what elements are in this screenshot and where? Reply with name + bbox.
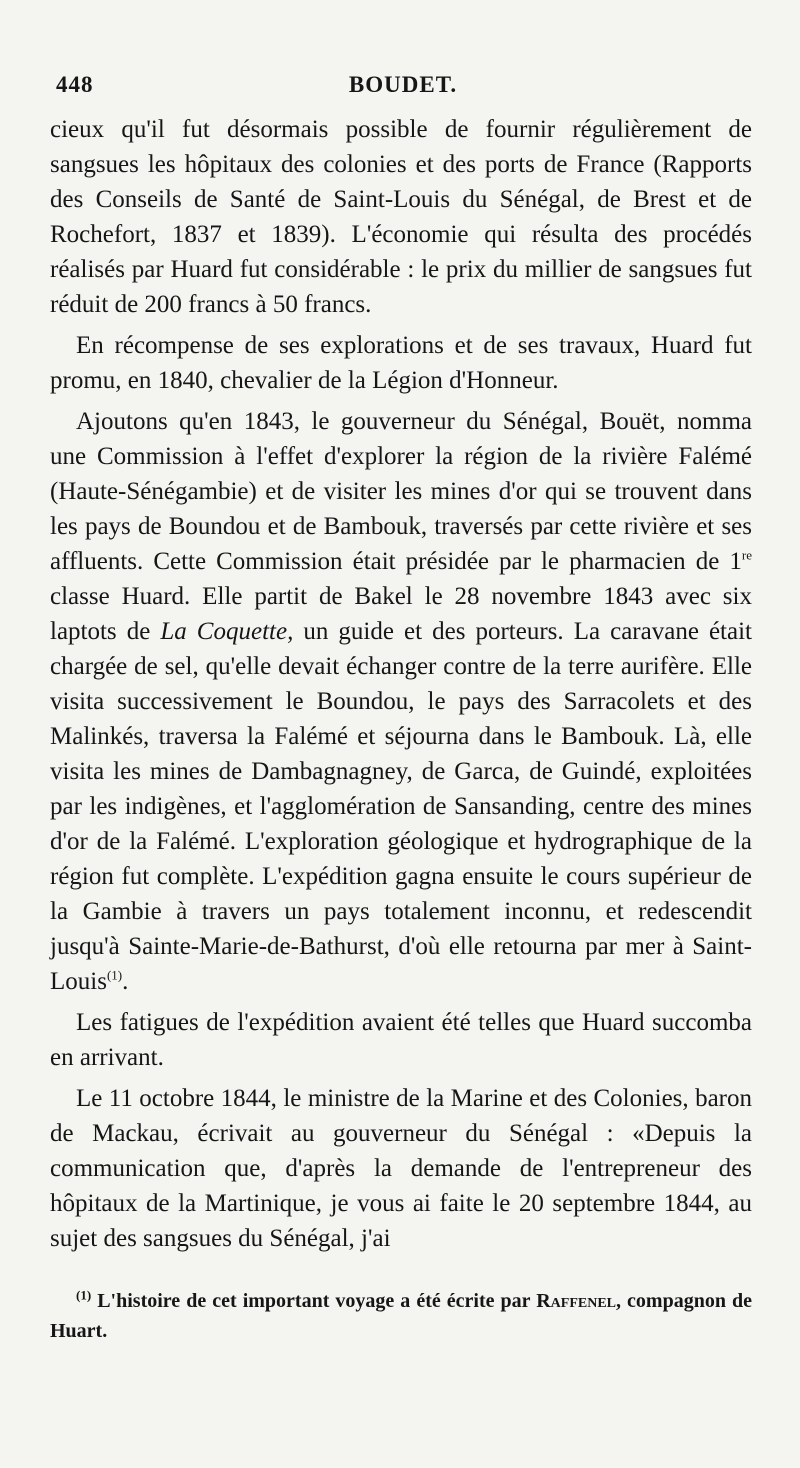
page-header [56, 72, 750, 102]
footnote-author: Raffenel [536, 1290, 617, 1312]
footnote-text-a: L'histoire de cet important voyage a été écrite par [91, 1290, 537, 1312]
paragraph-3-text-b: classe Huard. Elle partit de Bakel le 28 novembre 1843 avec six laptots de [50, 583, 752, 645]
footnote [50, 1286, 752, 1346]
paragraph-3-text-c: un guide et des porteurs. La caravane était chargée de sel, qu'elle devait échanger contre de la terre aurifère. Elle visita successivement le Boundou, le pays des Sarracolets et des Malinkés, traversa la Falémé et séjourna dans le Bambouk. Là, elle visita les mines de Dambagnagney, de Garca, de Guindé, exploitées par les indigènes, et l'agglomération de Sansanding, centre des mines d'or de la Falémé. L'exploration géologique et hydrographique de la région fut complète. L'expédition gagna ensuite le cours supérieur de la Gambie à travers un pays totalement inconnu, et redescendit jusqu'à Sainte-Marie-de-Bathurst, d'où elle retourna par mer à Saint-Louis [50, 618, 752, 995]
paragraph-3-text-a: Ajoutons qu'en 1843, le gouverneur du Sénégal, Bouët, nomma une Commission à l'effet d'explorer la région de la rivière Falémé (Haute-Sénégambie) et de visiter les mines d'or qui se trouvent dans les pays de Boundou et de Bambouk, traversés par cette rivière et ses affluents. Cette Commission était présidée par le pharmacien de 1 [50, 408, 752, 575]
paragraph-3 [50, 404, 752, 999]
paragraph-4: Les fatigues de l'expédition avaient été telles que Huard succomba en arrivant. [50, 1009, 752, 1071]
paragraph-3-end: . [122, 968, 129, 995]
footnote-text-b: , compagnon de Huart. [50, 1290, 752, 1342]
body-text [50, 112, 752, 1262]
paragraph-1: cieux qu'il fut désormais possible de fournir régulièrement de sangsues les hôpitaux des colonies et des ports de France (Rapports des Conseils de Santé de Saint-Louis du Sénégal, de Brest et de Rochefort, 1837 et 1839). L'économie qui résulta des procédés réalisés par Huard fut considérable : le prix du millier de sangsues fut réduit de 200 francs à 50 francs. [50, 116, 752, 318]
footnote-reference: (1) [106, 967, 123, 983]
footnote-marker: (1) [76, 1287, 92, 1303]
running-head: BOUDET. [348, 72, 458, 97]
paragraph-5: Le 11 octobre 1844, le ministre de la Marine et des Colonies, baron de Mackau, écrivait au gouverneur du Sénégal : «Depuis la communication que, d'après la demande de l'entrepreneur des hôpitaux de la Martinique, je vous ai faite le 20 septembre 1844, au sujet des sangsues du Sénégal, j'ai [50, 1085, 752, 1252]
ordinal-superscript: re [741, 547, 752, 563]
page-number: 448 [56, 72, 94, 97]
paragraph-2: En récompense de ses explorations et de ses travaux, Huard fut promu, en 1840, chevalier de la Légion d'Honneur. [50, 332, 752, 394]
ship-name: La Coquette, [160, 618, 294, 645]
